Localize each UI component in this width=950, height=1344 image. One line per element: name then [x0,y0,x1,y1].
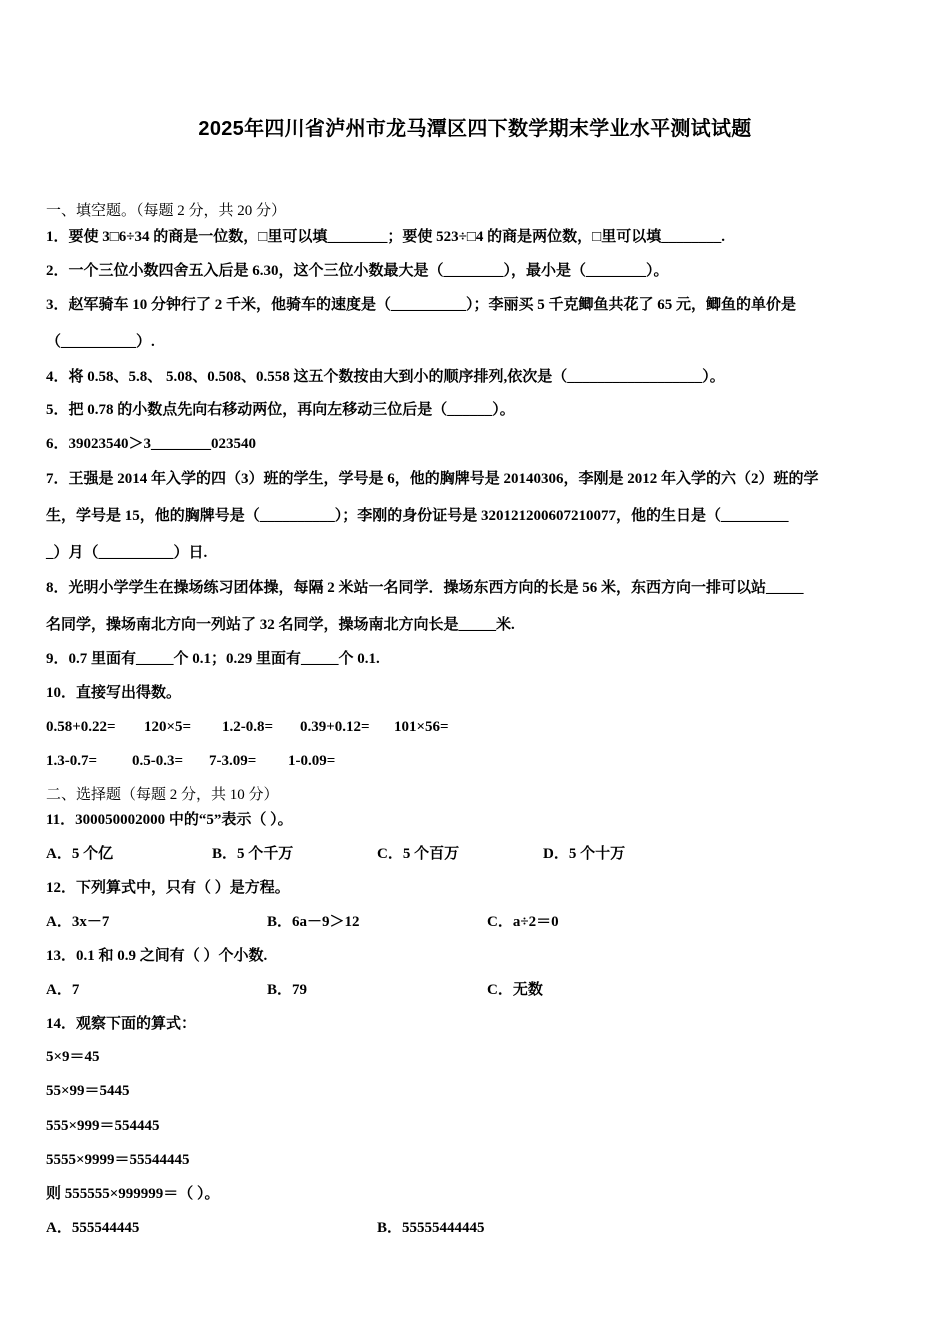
question-8-line-1: 8．光明小学学生在操场练习团体操，每隔 2 米站一名同学．操场东西方向的长是 56 米，东西方向一排可以站_____ [46,580,804,596]
question-5: 5．把 0.78 的小数点先向右移动两位，再向左移动三位后是（______）。 [46,402,515,418]
question-9: 9．0.7 里面有_____个 0.1；0.29 里面有_____个 0.1. [46,651,380,667]
option-a: A．3x－7 [46,914,110,930]
calc-item: 1.2-0.8= [222,719,274,735]
option-b: B．79 [267,982,308,998]
section-1-heading: 一、填空题。（每题 2 分，共 20 分） [46,203,287,219]
calc-item: 0.5-0.3= [132,753,184,769]
question-12: 12．下列算式中，只有（ ）是方程。 [46,880,290,896]
page-title: 2025年四川省泸州市龙马潭区四下数学期末学业水平测试试题 [198,118,752,140]
q14-line: 5×9＝45 [46,1049,100,1065]
question-11: 11．300050002000 中的“5”表示（ ）。 [46,812,293,828]
calc-item: 1-0.09= [288,753,336,769]
calc-item: 101×56= [394,719,449,735]
option-a: A．555544445 [46,1220,140,1236]
q14-line: 55×99＝5445 [46,1083,130,1099]
question-1: 1．要使 3□6÷34 的商是一位数，□里可以填________；要使 523÷□4 的商是两位数，□里可以填________. [46,229,725,245]
calc-item: 0.58+0.22= [46,719,116,735]
question-3-line-1: 3．赵军骑车 10 分钟行了 2 千米，他骑车的速度是（__________）；李丽买 5 千克鲫鱼共花了 65 元，鲫鱼的单价是 [46,297,797,313]
question-10: 10．直接写出得数。 [46,685,182,701]
option-b: B．55555444445 [377,1220,485,1236]
question-14: 14．观察下面的算式： [46,1016,197,1032]
q14-line: 则 555555×999999＝（ ）。 [46,1186,220,1202]
calc-item: 7-3.09= [209,753,257,769]
option-c: C．5 个百万 [377,846,460,862]
option-a: A．7 [46,982,80,998]
calc-item: 1.3-0.7= [46,753,98,769]
question-2: 2．一个三位小数四舍五入后是 6.30，这个三位小数最大是（________），最小是（________）。 [46,263,669,279]
question-7-line-2: 生，学号是 15，他的胸牌号是（__________）；李刚的身份证号是 320121200607210077，他的生日是（_________ [46,508,789,524]
question-3-line-2: （__________）. [46,334,155,350]
option-b: B．5 个千万 [212,846,294,862]
q14-line: 555×999＝554445 [46,1118,160,1134]
question-8-line-2: 名同学，操场南北方向一列站了 32 名同学，操场南北方向长是_____米. [46,617,515,633]
section-2-heading: 二、选择题（每题 2 分，共 10 分） [46,787,279,803]
option-a: A．5 个亿 [46,846,114,862]
option-b: B．6a－9＞12 [267,914,360,930]
option-c: C．a÷2＝0 [487,914,559,930]
q14-line: 5555×9999＝55544445 [46,1152,190,1168]
question-4: 4．将 0.58、5.8、 5.08、0.508、0.558 这五个数按由大到小的顺序排列,依次是（__________________）。 [46,369,725,385]
question-7-line-1: 7．王强是 2014 年入学的四（3）班的学生，学号是 6，他的胸牌号是 20140306，李刚是 2012 年入学的六（2）班的学 [46,471,819,487]
calc-item: 0.39+0.12= [300,719,370,735]
question-6: 6．39023540＞3________023540 [46,436,257,452]
question-7-line-3: _）月（__________）日. [46,545,208,561]
calc-item: 120×5= [144,719,192,735]
question-13: 13．0.1 和 0.9 之间有（ ）个小数. [46,948,268,964]
option-c: C．无数 [487,982,543,998]
option-d: D．5 个十万 [543,846,626,862]
